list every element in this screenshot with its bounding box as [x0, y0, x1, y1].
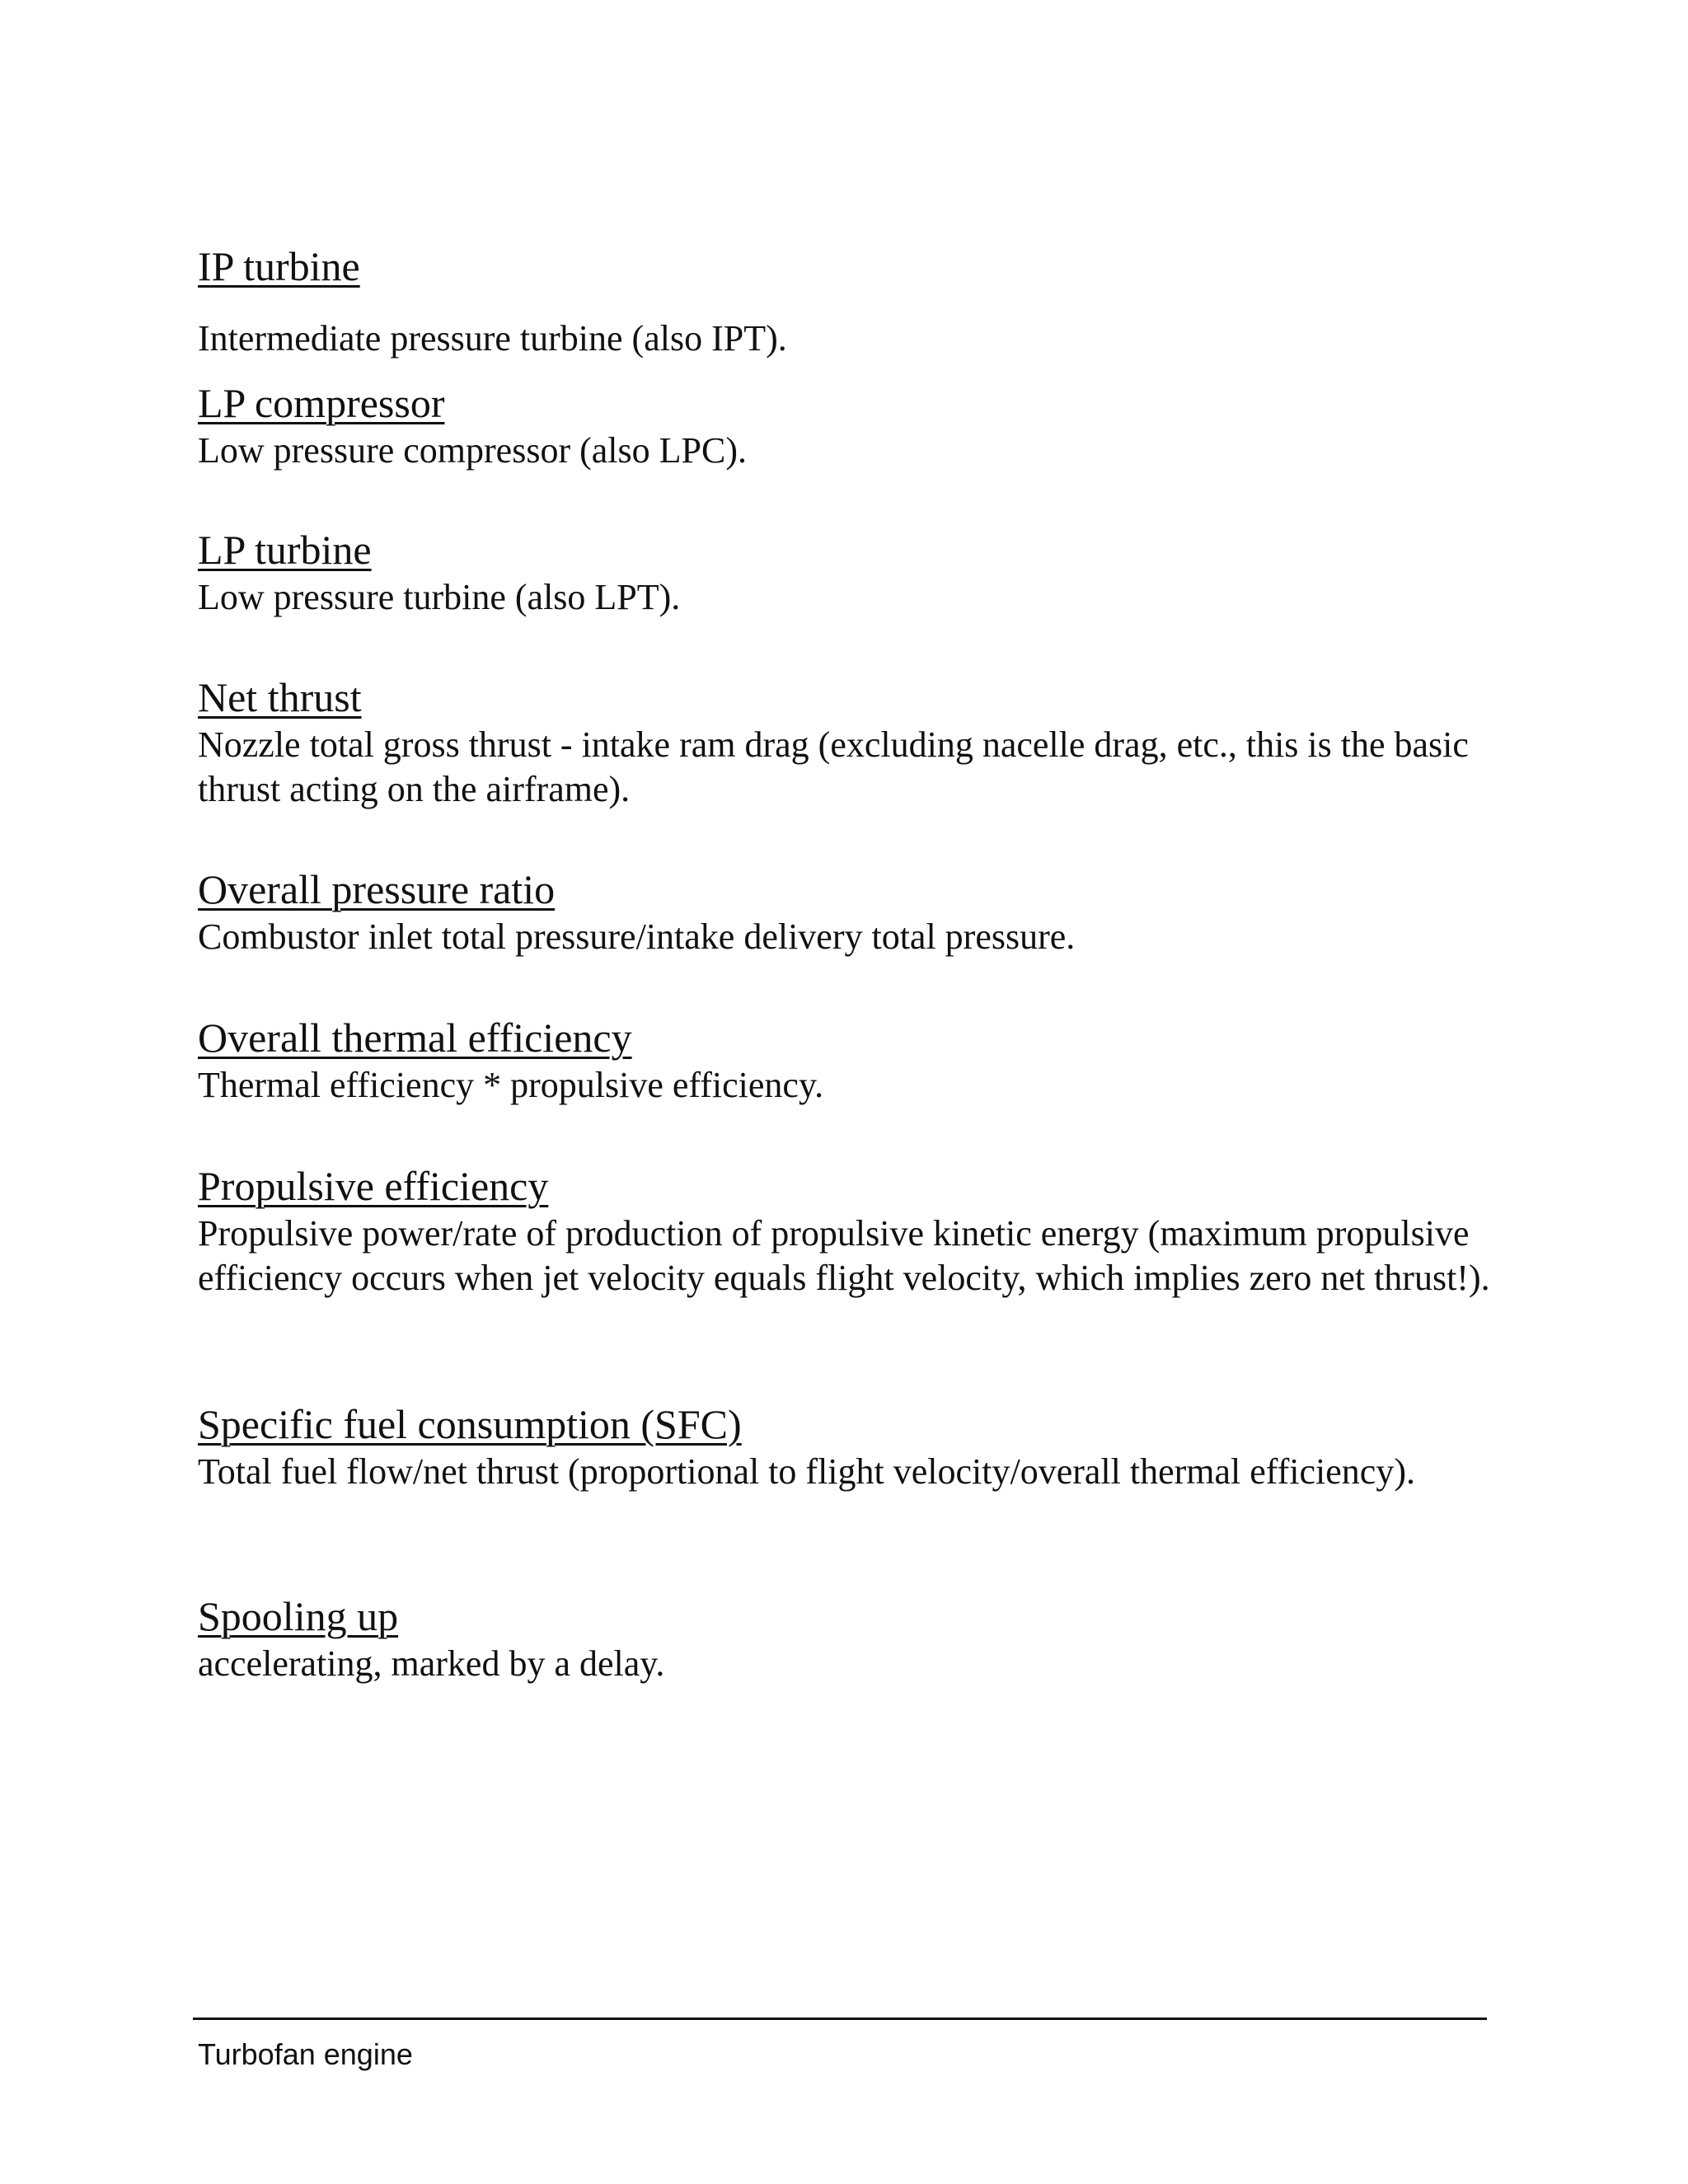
glossary-entry-net-thrust	[198, 672, 1492, 812]
term-heading: LP compressor	[198, 380, 445, 426]
glossary-entry-specific-fuel-consumption	[198, 1399, 1492, 1494]
term-heading: IP turbine	[198, 243, 360, 289]
term-heading: Specific fuel consumption (SFC)	[198, 1401, 742, 1447]
glossary-entry-lp-compressor	[198, 377, 1492, 473]
footer-divider	[193, 2018, 1487, 2020]
term-definition: accelerating, marked by a delay.	[198, 1643, 665, 1684]
glossary-entry-overall-pressure-ratio	[198, 864, 1492, 959]
glossary-entry-ip-turbine	[198, 241, 1492, 361]
glossary-entry-overall-thermal-efficiency	[198, 1012, 1492, 1108]
footer-title: Turbofan engine	[198, 2037, 413, 2071]
glossary-entry-lp-turbine	[198, 524, 1492, 620]
term-definition: Combustor inlet total pressure/intake delivery total pressure.	[198, 916, 1076, 957]
term-heading: Spooling up	[198, 1593, 399, 1639]
term-definition: Thermal efficiency * propulsive efficiency.	[198, 1065, 824, 1105]
glossary-entry-spooling-up	[198, 1591, 1492, 1686]
glossary-entry-propulsive-efficiency	[198, 1160, 1492, 1301]
term-heading: Overall thermal efficiency	[198, 1015, 632, 1061]
term-definition: Low pressure turbine (also LPT).	[198, 577, 681, 617]
term-heading: Overall pressure ratio	[198, 866, 556, 912]
term-heading: Net thrust	[198, 674, 362, 720]
term-definition: Total fuel flow/net thrust (proportional to flight velocity/overall thermal efficiency).	[198, 1451, 1415, 1492]
term-definition: Intermediate pressure turbine (also IPT).	[198, 318, 787, 359]
term-heading: Propulsive efficiency	[198, 1163, 549, 1209]
term-definition: Nozzle total gross thrust - intake ram drag (excluding nacelle drag, etc., this is the basic thrust acting on the airframe).	[198, 724, 1469, 809]
term-definition: Low pressure compressor (also LPC).	[198, 430, 747, 471]
term-definition: Propulsive power/rate of production of propulsive kinetic energy (maximum propulsive efficiency occurs when jet velocity equals flight velocity, which implies zero net thrust!).	[198, 1213, 1490, 1298]
term-heading: LP turbine	[198, 527, 372, 573]
